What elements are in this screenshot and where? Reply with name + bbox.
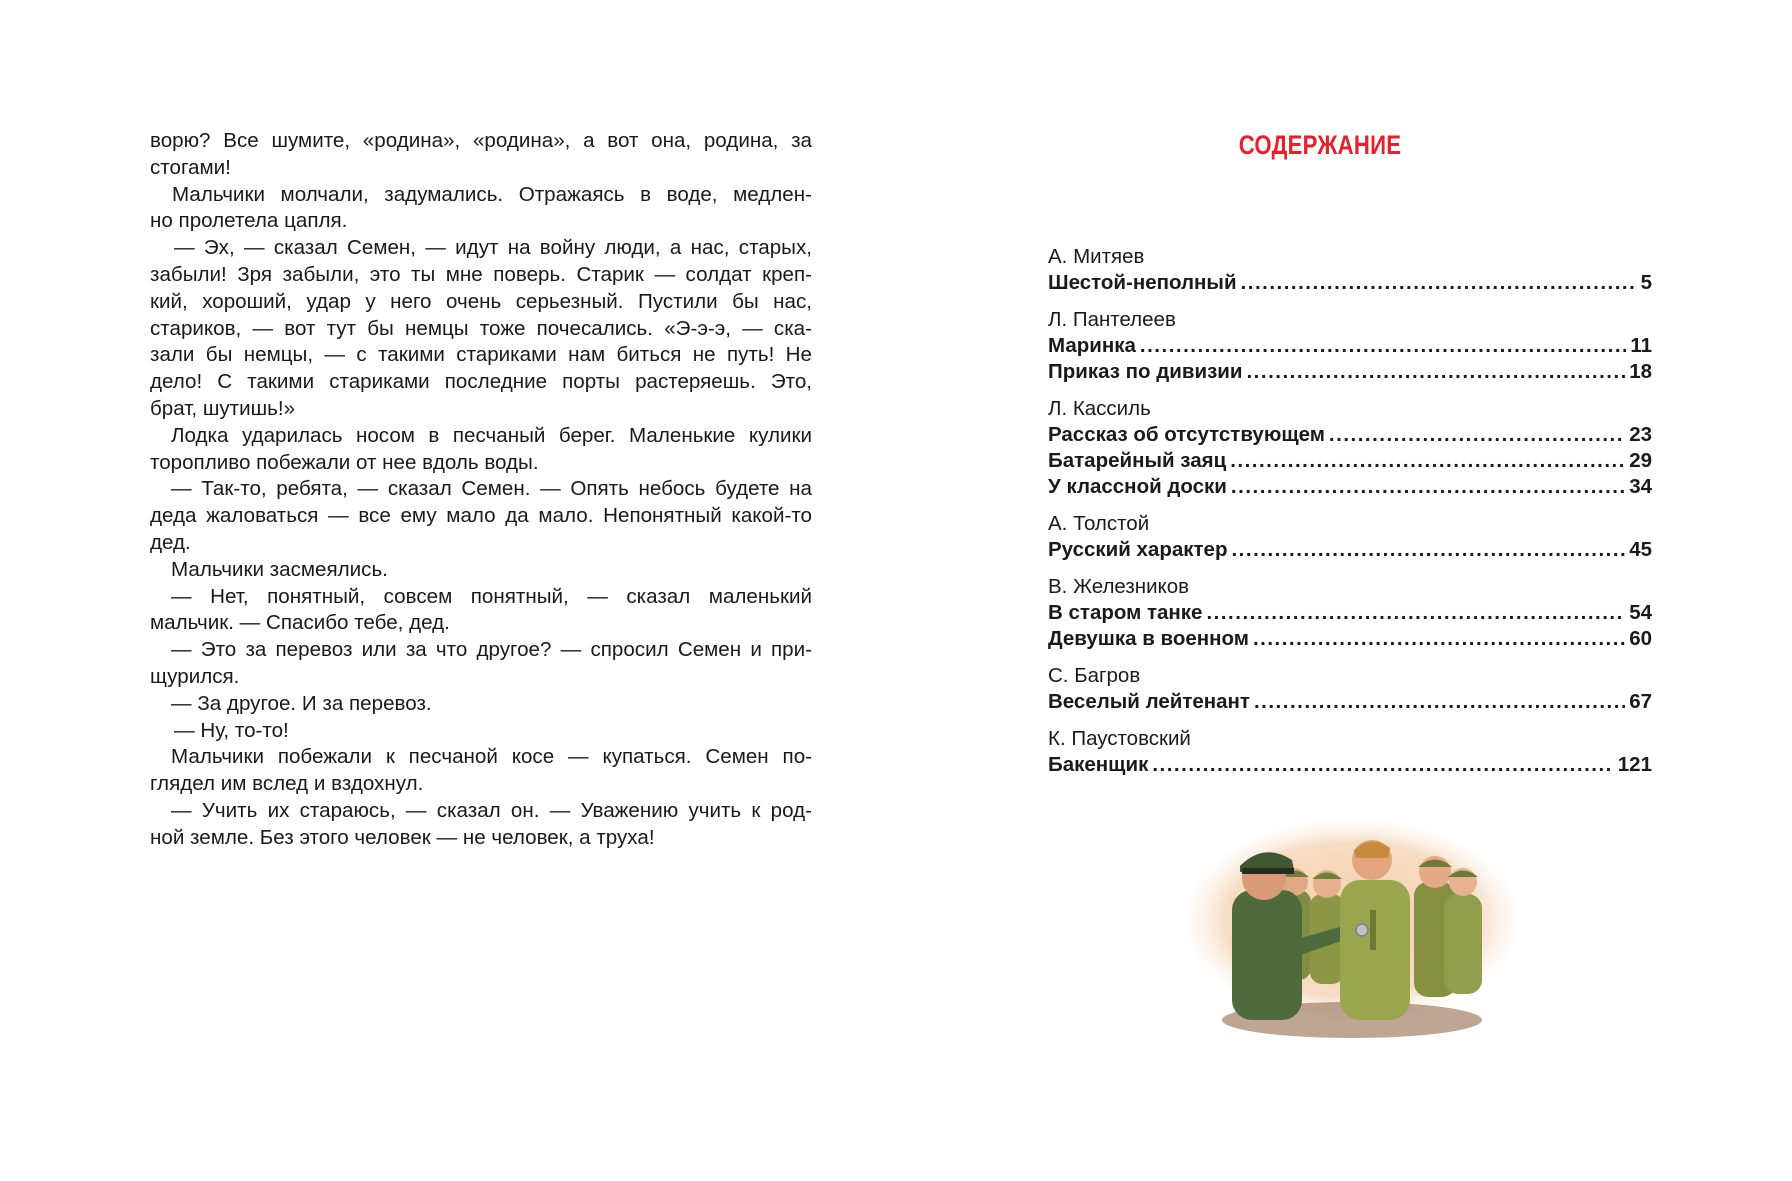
toc-leader-dots <box>1253 626 1625 652</box>
text-line: Мальчики молчали, задумались. Отражаясь в воде, медлен- <box>172 182 812 206</box>
text-line: — За другое. И за перевоз. <box>171 691 432 715</box>
toc-leader-dots <box>1246 359 1625 385</box>
toc-entry <box>1048 270 1652 296</box>
toc-entry-title: Девушка в военном <box>1048 627 1249 650</box>
toc-title: СОДЕРЖАНИЕ <box>1238 130 1402 160</box>
toc-leader-dots <box>1329 422 1625 448</box>
text-line: дело! С такими стариками последние порты растеряешь. Это, <box>150 370 812 394</box>
toc-group <box>1048 243 1652 296</box>
text-line: торопливо побежали от нее вдоль воды. <box>150 450 539 474</box>
text-line: Лодка ударилась носом в песчаный берег. Маленькие кулики <box>171 423 812 447</box>
toc-entry <box>1048 333 1652 359</box>
toc-entry <box>1048 448 1652 474</box>
toc-entry-title: В старом танке <box>1048 601 1203 624</box>
toc-entry-title: Батарейный заяц <box>1048 449 1227 472</box>
toc-entry-title: Шестой-неполный <box>1048 271 1237 294</box>
toc-author: Л. Кассиль <box>1048 397 1151 420</box>
toc-entry <box>1048 752 1652 778</box>
toc-author: В. Железников <box>1048 575 1190 598</box>
text-line: ворю? Все шумите, «родина», «родина», а вот она, родина, за <box>150 129 812 152</box>
toc-leader-dots <box>1152 752 1613 778</box>
toc-page-number: 18 <box>1629 360 1652 383</box>
toc-entry-title: Приказ по дивизии <box>1048 360 1243 383</box>
toc-page-number: 5 <box>1640 271 1652 294</box>
toc-entry-title: Маринка <box>1048 334 1136 357</box>
toc-page-number: 67 <box>1629 690 1652 713</box>
text-line: — Учить их стараюсь, — сказал он. — Уважению учить к род- <box>171 798 812 822</box>
toc-author: С. Багров <box>1048 664 1141 687</box>
toc-group <box>1048 510 1652 563</box>
text-line: Мальчики побежали к песчаной косе — купаться. Семен по- <box>171 745 812 769</box>
toc-entry <box>1048 474 1652 500</box>
text-line: дед. <box>150 530 191 554</box>
text-line: забыли! Зря забыли, это ты мне поверь. Старик — солдат креп- <box>150 262 812 286</box>
toc-page-number: 60 <box>1629 627 1652 650</box>
toc-page-number: 29 <box>1629 449 1652 472</box>
toc-group <box>1048 306 1652 385</box>
text-line: — Нет, понятный, совсем понятный, — сказал маленький <box>171 584 812 608</box>
toc-group <box>1048 662 1652 715</box>
toc-entry-title: Русский характер <box>1048 538 1228 561</box>
toc-author: Л. Пантелеев <box>1048 308 1176 331</box>
toc-leader-dots <box>1206 600 1625 626</box>
text-line: — Эх, — сказал Семен, — идут на войну люди, а нас, старых, <box>174 236 812 260</box>
toc-entry <box>1048 689 1652 715</box>
toc-entry <box>1048 359 1652 385</box>
toc-entry <box>1048 626 1652 652</box>
text-line: глядел им вслед и вздохнул. <box>150 772 424 796</box>
text-line: — Ну, то-то! <box>174 718 289 742</box>
text-line: Мальчики засмеялись. <box>171 557 388 581</box>
toc-leader-dots <box>1230 448 1625 474</box>
text-line: — Так-то, ребята, — сказал Семен. — Опять небось будете на <box>171 477 812 501</box>
toc-entry-title: Веселый лейтенант <box>1048 690 1250 713</box>
toc-page-number: 11 <box>1630 334 1652 357</box>
toc-entry <box>1048 600 1652 626</box>
toc-group <box>1048 395 1652 500</box>
soldiers-award-illustration <box>1182 820 1522 1045</box>
toc-group <box>1048 725 1652 778</box>
toc-page-number: 34 <box>1629 475 1652 498</box>
toc-page-number: 23 <box>1629 423 1652 446</box>
toc-entry <box>1048 537 1652 563</box>
toc-leader-dots <box>1231 474 1625 500</box>
text-line: кий, хороший, удар у него очень серьезный. Пустили бы нас, <box>150 289 812 313</box>
toc-entry <box>1048 422 1652 448</box>
toc-entry-title: У классной доски <box>1048 475 1227 498</box>
toc-group <box>1048 573 1652 652</box>
text-line: зали бы немцы, — с такими стариками нам биться не путь! Не <box>150 343 812 367</box>
text-line: ной земле. Без этого человек — не человек, а труха! <box>150 825 655 849</box>
toc-leader-dots <box>1254 689 1625 715</box>
toc-leader-dots <box>1241 270 1637 296</box>
toc-page-number: 45 <box>1629 538 1652 561</box>
text-line: — Это за перевоз или за что другое? — спросил Семен и при- <box>171 638 812 662</box>
text-line: стогами! <box>150 155 231 179</box>
text-line: щурился. <box>150 664 240 688</box>
text-line: мальчик. — Спасибо тебе, дед. <box>150 611 450 635</box>
toc-page-number: 121 <box>1617 753 1652 776</box>
toc-entry-title: Бакенщик <box>1048 753 1149 776</box>
toc-page-number: 54 <box>1629 601 1652 624</box>
toc-author: А. Митяев <box>1048 245 1145 268</box>
text-line: стариков, — вот тут бы немцы тоже почесались. «Э-э-э, — ска- <box>150 316 812 340</box>
table-of-contents <box>1048 243 1652 788</box>
text-line: но пролетела цапля. <box>150 209 348 233</box>
toc-author: К. Паустовский <box>1048 727 1191 750</box>
text-line: деда жаловаться — все ему мало да мало. Непонятный какой-то <box>150 504 812 528</box>
toc-author: А. Толстой <box>1048 512 1150 535</box>
toc-leader-dots <box>1231 537 1625 563</box>
left-page-text <box>150 128 812 852</box>
toc-leader-dots <box>1140 333 1626 359</box>
text-line: брат, шутишь!» <box>150 396 296 420</box>
toc-entry-title: Рассказ об отсутствующем <box>1048 423 1325 446</box>
